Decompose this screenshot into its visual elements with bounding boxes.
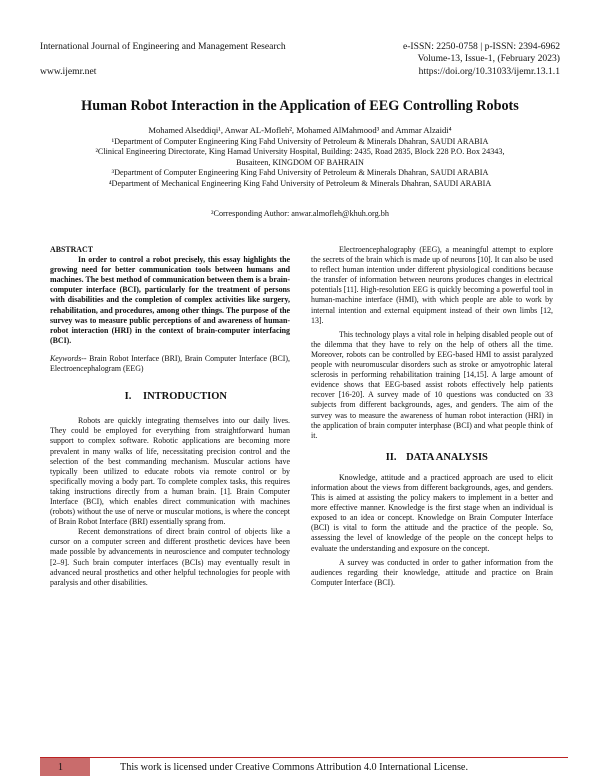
affiliation-2-cont: Busaiteen, KINGDOM OF BAHRAIN (236, 157, 364, 167)
affiliation-4: ⁴Department of Mechanical Engineering King Fahd University of Petroleum & Minerals Dhahran, SAUDI ARABIA (108, 178, 492, 188)
doi-link[interactable]: https://doi.org/10.31033/ijemr.13.1.1 (418, 66, 560, 77)
data-paragraph-1: Knowledge, attitude and a practiced approach are used to elicit information about the views from different backgrounds, ages, and genders. This is aimed at assisting the policy makers to implement in a better and more effective manner. Knowledge is the first stage when an individual is exposed to an idea or concept. Knowledge on Brain Computer Interface (BCI) is vital to form the attitude and the practice of the people. So, assessing the level of knowledge of the people on the concept helps to evaluate the understanding and exposure on the concept. (311, 472, 553, 553)
affiliation-list (20, 137, 580, 189)
footer-divider (40, 757, 568, 758)
page-number: 1 (58, 762, 63, 773)
section-number: II. (385, 451, 397, 463)
paper-title: Human Robot Interaction in the Application of EEG Controlling Robots (81, 98, 519, 114)
intro-paragraph-1: Robots are quickly integrating themselves into our daily lives. They could be employed for everything from straightforward human support to complex software. Robotic applications are becoming more prevalent in many walks of life, necessitating precision control and the selection of the best commanding mechanism. Muscular actions have typically been utilized to educate robots via remote control or by specifically moving a body part. To complete complex tasks, this requires taking instructions directly from a human brain. [1]. Brain Computer Interface (BCI), which enables direct communication with machines (robots) without the use of nerve or muscular motions, is where the concept of Brain Robot Interface (BRI) essentially sprang from. (50, 416, 290, 527)
issn: e-ISSN: 2250-0758 | p-ISSN: 2394-6962 (402, 41, 560, 52)
section-title: INTRODUCTION (142, 391, 227, 403)
affiliation-1: ¹Department of Computer Engineering King Fahd University of Petroleum & Minerals Dhahran, SAUDI ARABIA (111, 137, 489, 146)
section-number: I. (124, 391, 132, 403)
affiliation-3: ³Department of Computer Engineering King Fahd University of Petroleum & Minerals Dhahran, SAUDI ARABIA (111, 168, 489, 178)
eeg-paragraph-2: This technology plays a vital role in helping disabled people out of the dilemma that they have to rely on the help of others all the time. Moreover, robots can be controlled by EEG-based HMI to assist paralyzed people with neuromuscular disorders such as stroke or amyotrophic lateral sclerosis in performing rehabilitation training [14,15]. A large amount of evidence shows that EEG-based assist robots effectively help patients recover [16-20]. A survey made of 10 questions was conducted on 33 subjects from different backgrounds, ages, and genders. The aim of the survey was to measure the awareness of human robot interaction (HRI) in the application of brain computer interphase (BCI) and what people think of it. (311, 329, 553, 440)
corresponding-author: ²Corresponding Author: anwar.almofleh@khuh.org.bh (211, 209, 389, 218)
eeg-paragraph-1: Electroencephalography (EEG), a meaningful attempt to explore the secrets of the brain which is made up of neurons [10]. It can also be used to reflect human intention under different physiological conditions because the transfer of information between neurons produces changes in electrical potentials [11]. High-resolution EEG is quickly becoming a powerful tool in human-machine interface (HMI), with which people are able to work by internal intention and external equipment instead of their own limbs [12, 13]. (311, 245, 553, 325)
abstract-heading: ABSTRACT (50, 245, 93, 254)
page-number-box (40, 758, 90, 776)
keywords-label: Keywords-- (50, 353, 87, 363)
journal-name: International Journal of Engineering and Management Research (40, 41, 286, 52)
abstract-text: In order to control a robot precisely, this essay highlights the growing need for better communication tools between humans and machines. The best method of communication between them is a brain-computer interface (BCI), particularly for the treatment of persons with disabilities and the completion of complex activities like surgery, rehabilitation, and procedures, among other things. The purpose of the survey was to measure public perceptions of and awareness of human-robot interaction (HRI) in the context of brain-computer interfacing (BCI). (50, 255, 290, 345)
left-column (50, 245, 290, 588)
section-title: DATA ANALYSIS (406, 451, 488, 463)
intro-paragraph-2: Recent demonstrations of direct brain control of objects like a cursor on a computer screen and different prosthetic devices have been made possible by advancements in neuroscience and computer technology [2–9]. Such brain computer interfaces (BCIs) may eventually result in advanced neural prosthetics and other helpful technologies for people with paralysis and other disabilities. (50, 527, 290, 587)
keywords-text: Brain Robot Interface (BRI), Brain Computer Interface (BCI), Electroencephalogram (EEG) (50, 353, 290, 374)
data-paragraph-2: A survey was conducted in order to gather information from the audiences regarding their knowledge, attitude and practice on Brain Computer Interface (BCI). (311, 557, 553, 587)
affiliation-2: ²Clinical Engineering Directorate, King Hamad University Hospital, Building: 2435, Road 2835, Block 228 P.O. Box 24343, (95, 147, 505, 157)
section-heading-introduction (50, 392, 290, 402)
author-list: Mohamed Alseddiqi¹, Anwar AL-Mofleh², Mohamed AlMahmood³ and Ammar Alzaidi⁴ (148, 125, 452, 135)
license-notice[interactable]: This work is licensed under Creative Commons Attribution 4.0 International License. (120, 762, 469, 773)
keywords-line (50, 354, 290, 374)
section-heading-data-analysis (311, 453, 553, 463)
website-link[interactable]: www.ijemr.net (40, 66, 97, 77)
right-column (311, 245, 553, 588)
volume-info: Volume-13, Issue-1, (February 2023) (417, 53, 560, 64)
